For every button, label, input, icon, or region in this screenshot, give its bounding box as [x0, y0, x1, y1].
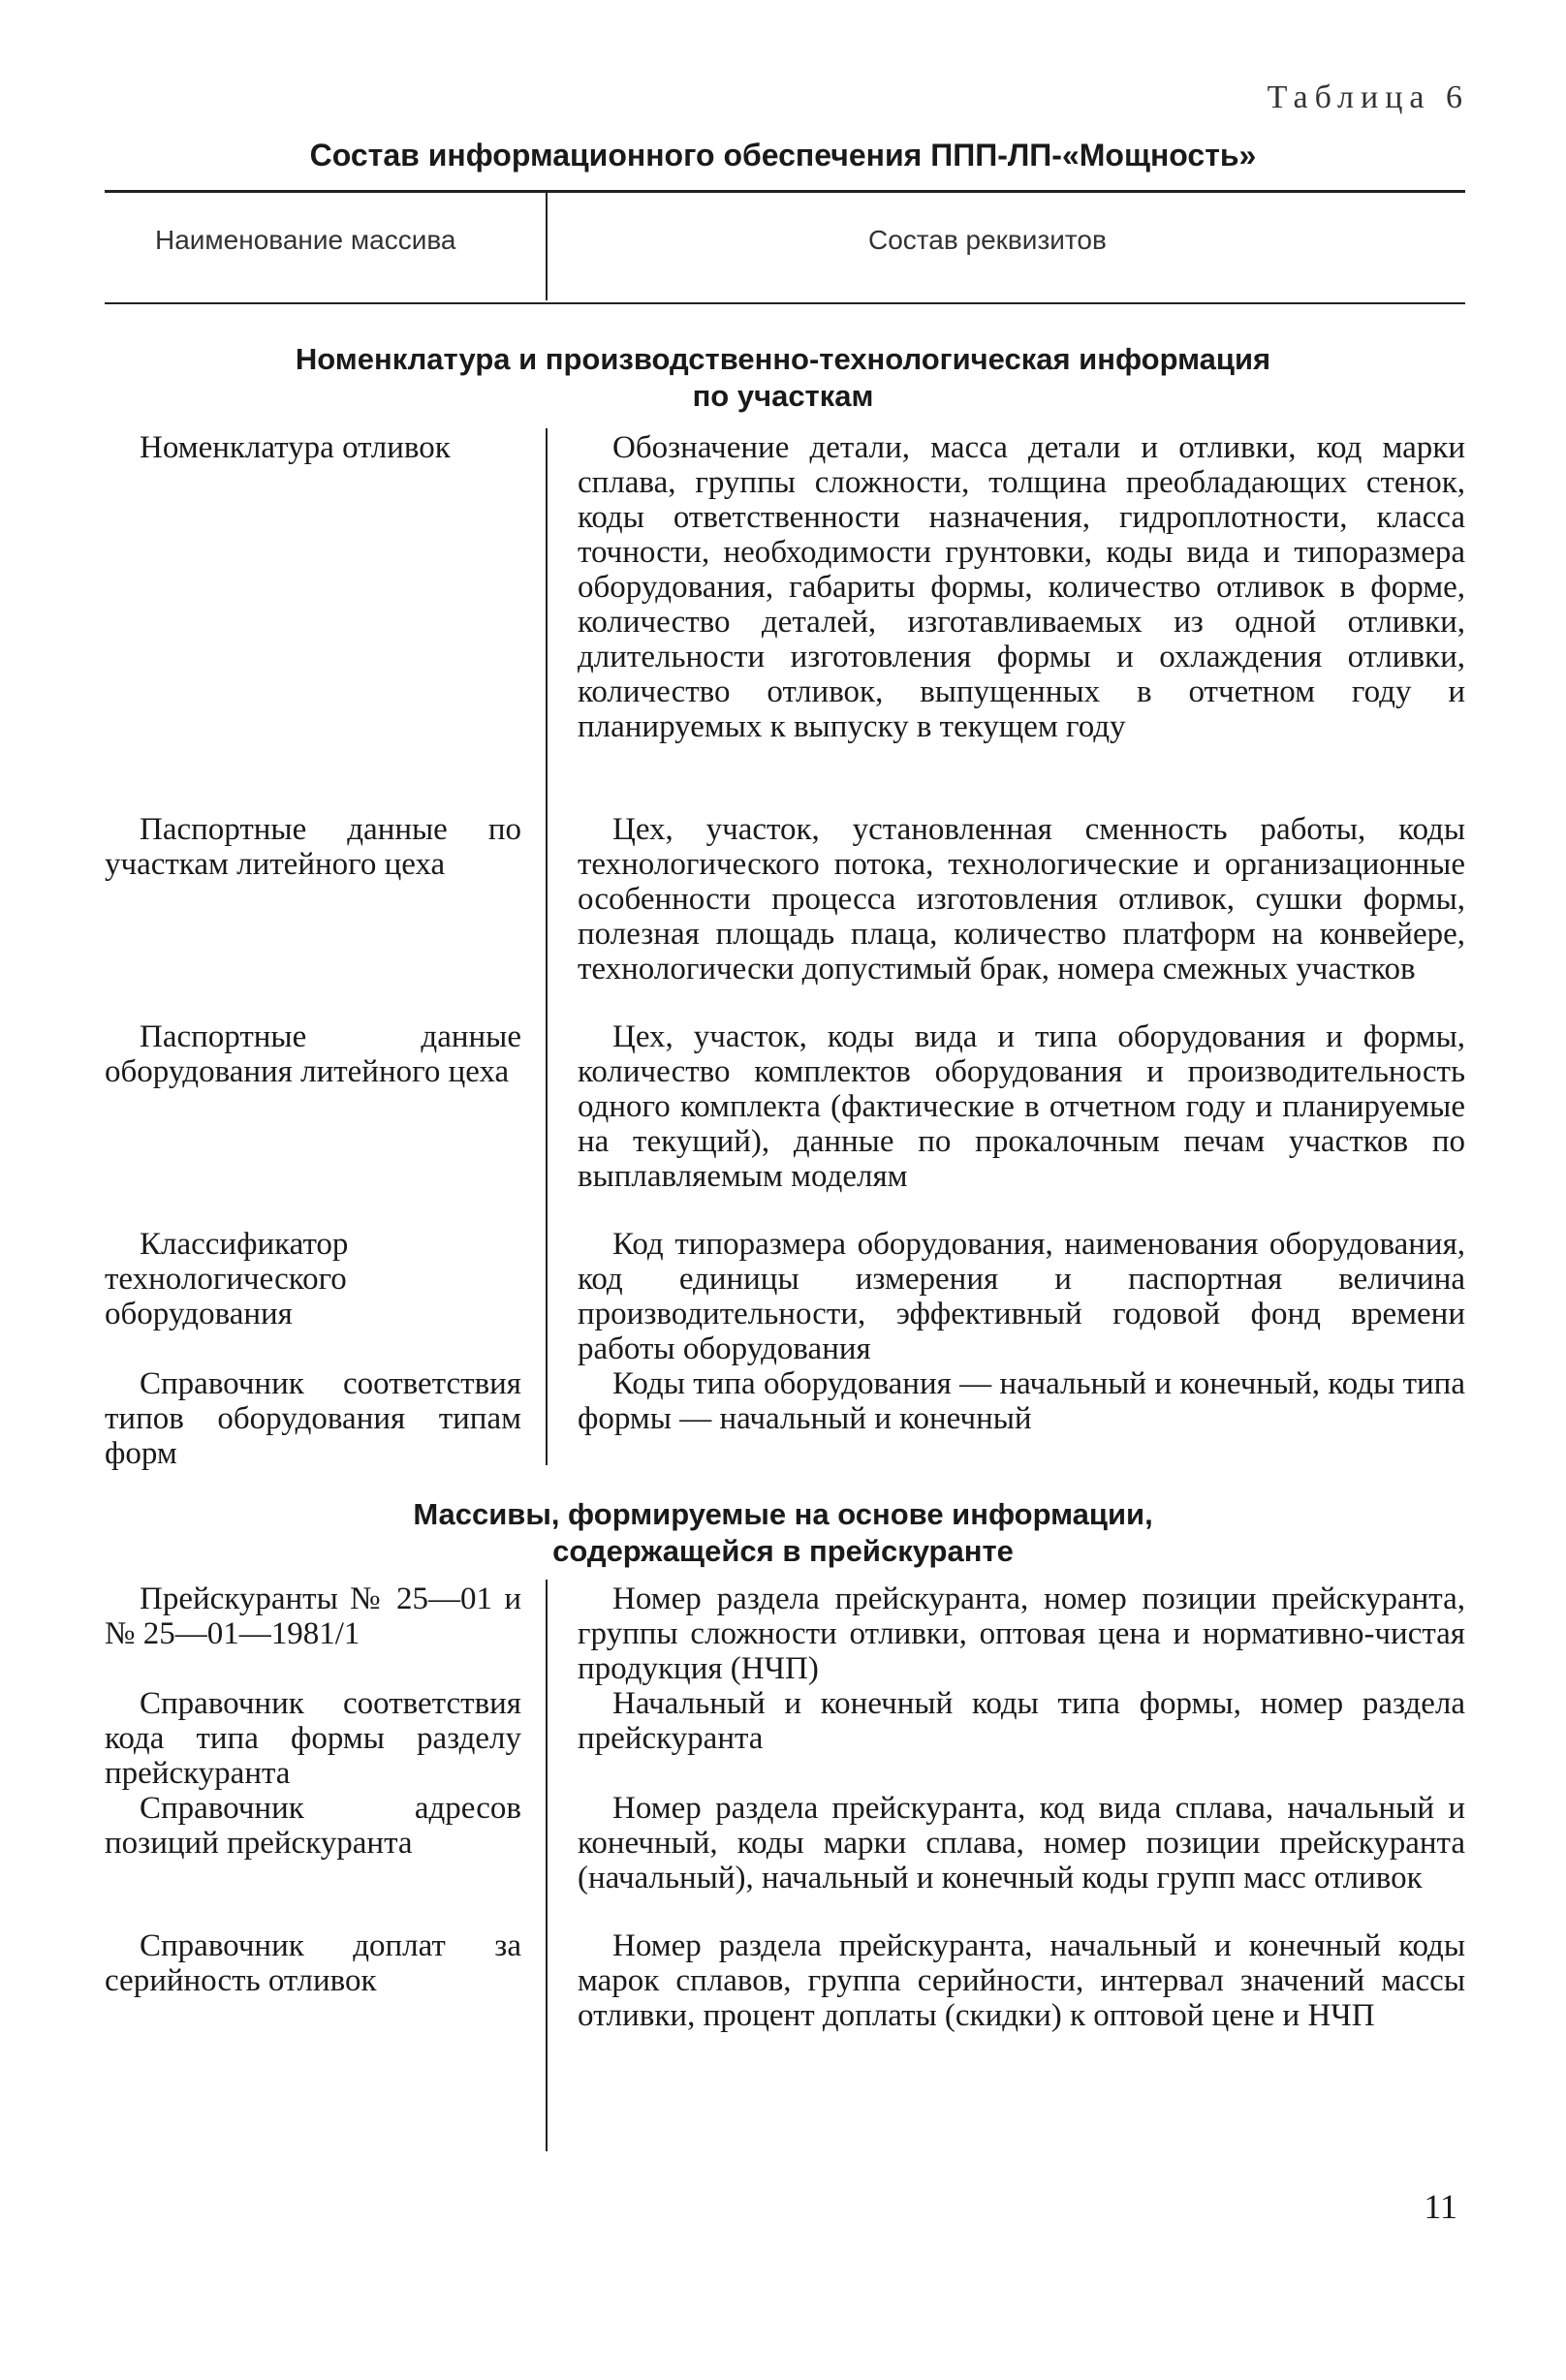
array-requisites: Начальный и конечный коды типа формы, номер раздела прейскуранта [578, 1686, 1465, 1756]
array-name: Паспортные данные оборудования литейного цеха [105, 1019, 521, 1089]
array-requisites: Код типоразмера оборудования, наименования оборудования, код единицы измерения и паспортная величина производительности, эффективный годовой фонд времени работы оборудования [578, 1227, 1465, 1366]
section-title [0, 341, 1566, 415]
array-requisites: Коды типа оборудования — начальный и конечный, коды типа формы — начальный и конечный [578, 1366, 1465, 1436]
page-number: 11 [1424, 2187, 1457, 2226]
header-divider [546, 193, 548, 300]
column-divider [546, 428, 548, 1465]
section-title-line: по участкам [692, 379, 874, 413]
array-requisites: Номер раздела прейскуранта, код вида сплава, начальный и конечный, коды марки сплава, номер позиции прейскуранта (начальный), начальный и конечный коды групп масс отливок [578, 1791, 1465, 1895]
table-label: Таблица 6 [1267, 79, 1469, 115]
section-title-line: Массивы, формируемые на основе информации, [413, 1497, 1153, 1531]
section-title-line: Номенклатура и производственно-технологическая информация [295, 342, 1271, 376]
column-divider [546, 1580, 548, 2151]
array-requisites: Цех, участок, коды вида и типа оборудования и формы, количество комплектов оборудования и производительность одного комплекта (фактические в отчетном году и планируемые на текущий), данные по прокалочным печам участков по выплавляемым моделям [578, 1019, 1465, 1194]
top-rule [105, 190, 1465, 193]
array-name: Классификатор технологического оборудования [105, 1227, 349, 1331]
section-title-line: содержащейся в прейскуранте [552, 1534, 1014, 1568]
column-header-desc: Состав реквизитов [868, 225, 1107, 255]
array-requisites: Цех, участок, установленная сменность работы, коды технологического потока, технологические и организационные особенности процесса изготовления отливок, сушки формы, полезная площадь плаца, количество платформ на конвейере, технологически допустимый брак, номера смежных участков [578, 812, 1465, 986]
array-name: Справочник адресов позиций прейскуранта [105, 1791, 521, 1861]
array-requisites: Обозначение детали, масса детали и отливки, код марки сплава, группы сложности, толщина преобладающих стенок, коды ответственности назначения, гидроплотности, класса точности, необходимости грунтовки, коды вида и типоразмера оборудования, габариты формы, количество отливок в форме, количество деталей, изготавливаемых из одной отливки, длительности изготовления формы и охлаждения отливки, количество отливок, выпущенных в отчетном году и планируемых к выпуску в текущем году [578, 430, 1465, 744]
array-requisites: Номер раздела прейскуранта, номер позиции прейскуранта, группы сложности отливки, оптовая цена и нормативно-чистая продукция (НЧП) [578, 1581, 1465, 1686]
array-requisites: Номер раздела прейскуранта, начальный и конечный коды марок сплавов, группа серийности, интервал значений массы отливки, процент доплаты (скидки) к оптовой цене и НЧП [578, 1928, 1465, 2033]
section-title [0, 1496, 1566, 1570]
column-header-name: Наименование массива [155, 225, 456, 255]
array-name: Паспортные данные по участкам литейного цеха [105, 812, 521, 882]
array-name: Справочник соответствия типов оборудования типам форм [105, 1366, 521, 1471]
array-name: Справочник соответствия кода типа формы разделу прейскуранта [105, 1686, 521, 1791]
array-name: Справочник доплат за серийность отливок [105, 1928, 521, 1998]
header-bottom-rule [105, 302, 1465, 304]
array-name: Прейскуранты № 25—01 и № 25—01—1981/1 [105, 1581, 521, 1651]
table-title: Состав информационного обеспечения ППП-ЛП-«Мощность» [309, 138, 1257, 172]
array-name: Номенклатура отливок [140, 430, 451, 465]
